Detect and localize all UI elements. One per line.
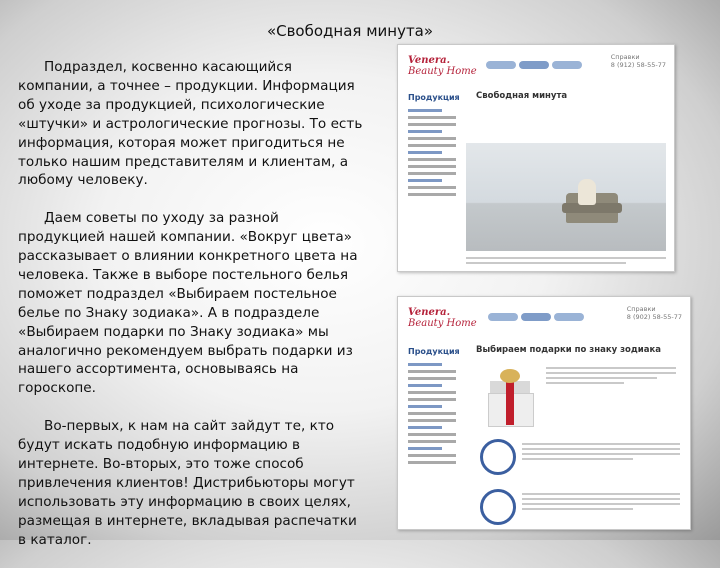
section-label: Продукция [408,93,460,102]
section-label: Продукция [408,347,460,356]
side-menu [408,109,456,200]
woman-on-sofa-photo [466,143,666,251]
nav-button [521,313,551,321]
intro-text-lines [546,367,676,387]
nav-button [552,61,582,69]
zodiac-sign-icon [480,489,516,525]
site-phone: Справки 8 (902) 58-55-77 [626,305,682,321]
zodiac-sign-icon [480,439,516,475]
nav-button [519,61,549,69]
paragraph-1: Подраздел, косвенно касающийся компании, а точнее – продукции. Информация об уходе за продукцией, психологические «штучки» и астрологические прогнозы. То есть информация, которая может пригодиться не только нашим представителям и клиентам, а любому человеку. [18,59,363,189]
nav-button [488,313,518,321]
paragraph-2: Даем советы по уходу за разной продукцией нашей компании. «Вокруг цвета» рассказывает о влиянии конкретного цвета на человека. Также в выборе постельного белья поможет подраздел «Выбираем постельное белье по Знаку зодиака». А в подразделе «Выбираем подарки по Знаку зодиака» мы аналогично рекомендуем выбрать подарки из нашего ассортимента, основываясь на гороскопе. [18,210,358,397]
page-title: Выбираем подарки по знаку зодиака [476,345,661,355]
side-menu [408,363,456,468]
page-title: Свободная минута [476,91,568,101]
site-logo: Venera. Beauty Home [408,55,477,77]
caption-lines [466,257,666,267]
body-text [18,58,364,568]
nav-button [554,313,584,321]
site-logo: Venera. Beauty Home [408,307,477,329]
website-screenshot-zodiac-gifts [397,296,691,530]
gift-box-image [482,363,538,431]
zodiac-text-lines [522,493,680,513]
slide-title: «Свободная минута» [266,22,434,40]
nav-button [486,61,516,69]
website-screenshot-free-minute [397,44,675,272]
person-shape [578,179,596,205]
paragraph-3: Во-первых, к нам на сайт зайдут те, кто будут искать подобную информацию в интернете. Во-вторых, это тоже способ привлечения клиентов! Дистрибьюторы могут использовать эту информацию в своих целях, размещая в интернете, вкладывая распечатки в каталог. [18,418,357,548]
site-phone: Справки 8 (912) 58-55-77 [610,53,666,69]
site-nav [488,313,584,321]
site-nav [486,61,582,69]
zodiac-text-lines [522,443,680,463]
